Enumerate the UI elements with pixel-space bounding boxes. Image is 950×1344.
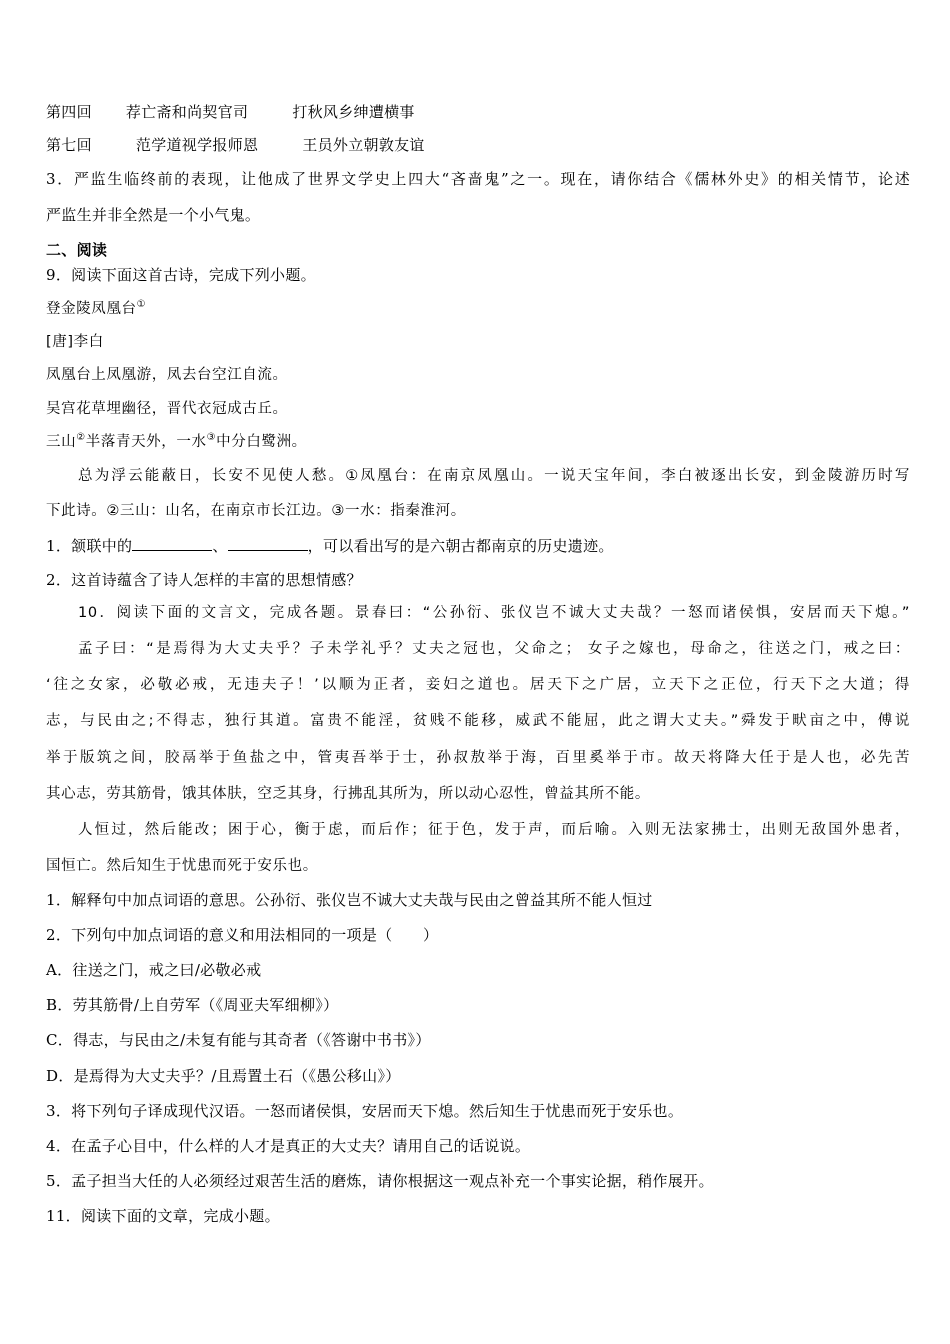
chapter-line-4 — [46, 102, 910, 122]
question-10-intro: 10．阅读下面的文言文，完成各题。景春曰：“公孙衍、张仪岂不诚大丈夫哉？一怒而诸侯惧，安居而天下熄。” — [78, 605, 910, 621]
passage-p1-line-4: 举于版筑之间，胶鬲举于鱼盐之中，管夷吾举于士，孙叔敖举于海，百里奚举于市。故天将降大任于是人也，必先苦 — [46, 750, 910, 766]
answer-blank[interactable] — [228, 536, 308, 551]
poem-title — [46, 299, 910, 319]
answer-blank[interactable] — [132, 536, 212, 551]
question-3-line-1: 3．严监生临终前的表现，让他成了世界文学史上四大“吝啬鬼”之一。现在，请你结合《儒林外史》的相关情节，论述 — [46, 170, 910, 188]
question-3-line-2: 严监生并非全然是一个小气鬼。 — [46, 206, 261, 224]
passage-p1-line-5: 其心志，劳其筋骨，饿其体肤，空乏其身，行拂乱其所为，所以动心忍性，曾益其所不能。 — [46, 786, 650, 802]
footnote-mark: ① — [136, 299, 147, 311]
section-heading: 二、阅读 — [46, 241, 108, 259]
poem-line-2: 吴宫花草埋幽径，晋代衣冠成古丘。 — [46, 401, 288, 417]
option-c: C．得志，与民由之/未复有能与其奇者（《答谢中书书》） — [46, 1031, 431, 1049]
question-text: 1．颔联中的 — [46, 537, 133, 555]
poem-notes-line-1: 总为浮云能蔽日，长安不见使人愁。①凤凰台：在南京凤凰山。一说天宝年间，李白被逐出长安，到金陵游历时写 — [78, 468, 910, 484]
chapter-title-first: 范学道视学报师恩 — [135, 136, 259, 154]
chapter-title-second: 打秋风乡绅遭横事 — [292, 103, 415, 121]
option-d: D．是焉得为大丈夫乎？/且焉置土石（《愚公移山》） — [46, 1067, 401, 1085]
question-10-sub-4: 4．在孟子心目中，什么样的人才是真正的大丈夫？请用自己的话说说。 — [46, 1137, 531, 1155]
footnote-mark: ③ — [206, 432, 217, 444]
footnote-mark: ② — [76, 432, 86, 444]
poem-notes-line-2: 下此诗。②三山：山名，在南京市长江边。③一水：指秦淮河。 — [46, 503, 466, 519]
question-9-intro: 9．阅读下面这首古诗，完成下列小题。 — [46, 266, 316, 284]
poem-text: 半落青天外，一水 — [85, 434, 207, 450]
chapter-number: 第七回 — [46, 136, 92, 154]
question-10-sub-1: 1．解释句中加点词语的意思。公孙衍、张仪岂不诚大丈夫哉与民由之曾益其所不能人恒过 — [46, 891, 653, 909]
question-10-sub-3: 3．将下列句子译成现代汉语。一怒而诸侯惧，安居而天下熄。然后知生于忧患而死于安乐也。 — [46, 1102, 684, 1120]
question-11-intro: 11．阅读下面的文章，完成小题。 — [46, 1207, 280, 1225]
question-10-sub-5: 5．孟子担当大任的人必须经过艰苦生活的磨炼，请你根据这一观点补充一个事实论据，稍作展开。 — [46, 1172, 714, 1190]
poem-text: 中分白鹭洲。 — [216, 434, 307, 450]
chapter-number: 第四回 — [46, 103, 92, 121]
poem-text: 三山 — [46, 434, 77, 450]
poem-author: [唐]李白 — [46, 334, 104, 350]
option-a: A．往送之门，戒之曰/必敬必戒 — [46, 961, 262, 979]
question-9-sub-1 — [46, 536, 910, 556]
passage-p1-line-3: 志，与民由之;不得志，独行其道。富贵不能淫，贫贱不能移，威武不能屈，此之谓大丈夫。”舜发于畎亩之中，傅说 — [46, 713, 910, 729]
chapter-title-second: 王员外立朝敦友谊 — [302, 136, 425, 154]
question-10-sub-2: 2．下列句中加点词语的意义和用法相同的一项是（ ） — [46, 926, 439, 944]
separator: 、 — [212, 537, 228, 555]
poem-line-1: 凤凰台上凤凰游，凤去台空江自流。 — [46, 367, 288, 383]
poem-line-3 — [46, 432, 910, 452]
passage-p2-line-1: 人恒过，然后能改；困于心，衡于虑，而后作；征于色，发于声，而后喻。入则无法家拂士，出则无敌国外患者， — [78, 822, 910, 838]
question-9-sub-2: 2．这首诗蕴含了诗人怎样的丰富的思想情感？ — [46, 571, 362, 589]
poem-title-text: 登金陵凤凰台 — [46, 301, 137, 317]
passage-p1-line-2: ‘往之女家，必敬必戒，无违夫子！’以顺为正者，妾妇之道也。居天下之广居，立天下之正位，行天下之大道；得 — [46, 677, 910, 693]
chapter-line-7 — [46, 135, 910, 155]
passage-p1-line-1: 孟子曰：“是焉得为大丈夫乎？子未学礼乎？丈夫之冠也，父命之； 女子之嫁也，母命之，往送之门，戒之曰： — [78, 641, 910, 657]
question-text: ，可以看出写的是六朝古都南京的历史遗迹。 — [307, 537, 614, 555]
option-b: B．劳其筋骨/上自劳军（《周亚夫军细柳》） — [46, 996, 339, 1014]
passage-p2-line-2: 国恒亡。然后知生于忧患而死于安乐也。 — [46, 858, 318, 874]
chapter-title-first: 荐亡斋和尚契官司 — [125, 103, 249, 121]
